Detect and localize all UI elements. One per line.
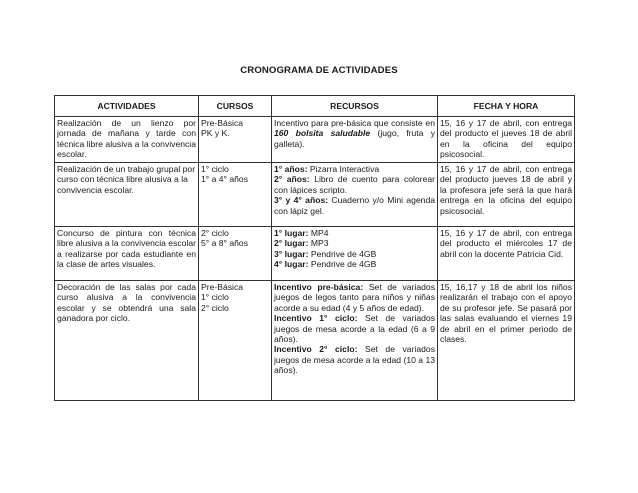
date-cell: 15, 16 y 17 de abril, con entrega del producto jueves 18 de abril y la profesora jefe será la que hará entrega en la oficina del equipo psicosocial. <box>438 163 575 227</box>
course-item: 1° ciclo <box>201 292 229 303</box>
page-title: CRONOGRAMA DE ACTIVIDADES <box>240 65 398 76</box>
course-item: 5° a 8° años <box>201 238 249 249</box>
table-row <box>55 163 575 227</box>
resource-highlight: 160 bolsita saludable <box>274 128 371 139</box>
course-item: 1° a 4° años <box>201 174 249 185</box>
header-recursos: RECURSOS <box>272 96 438 117</box>
resource-line <box>274 249 435 259</box>
resource-text: Pendrive de 4GB <box>308 248 377 259</box>
course-item: Pre-Básica <box>201 282 244 292</box>
resource-text: (jugo, fruta y galleta). <box>274 128 436 149</box>
header-row <box>55 96 575 117</box>
activity-cell: Concurso de pintura con técnica libre alusiva a la convivencia escolar a realizarse por cada estudiante en la clase de artes visuales. <box>55 227 199 281</box>
resource-label: Incentivo pre-básica: <box>274 282 364 292</box>
resources-cell <box>272 117 438 163</box>
date-cell: 15, 16 y 17 de abril, con entrega del producto el jueves 18 de abril en la oficina del equipo psicosocial. <box>438 117 575 163</box>
resource-text: Pizarra Interactiva <box>307 164 380 174</box>
course-item: PK y K. <box>201 128 230 139</box>
resource-line <box>274 259 435 269</box>
activity-cell: Realización de un lienzo por jornada de mañana y tarde con técnica libre alusiva a la convivencia escolar. <box>55 117 199 163</box>
resource-line <box>274 238 435 248</box>
course-item: Pre-Básica <box>201 118 244 128</box>
resource-line <box>274 164 435 174</box>
resource-text: Set de variados juegos de mesa acorde a la edad (10 a 13 años). <box>274 344 436 376</box>
resource-text: Cuaderno y/o Mini agenda con lápiz gel. <box>274 195 436 216</box>
resource-label: 3° lugar: <box>274 248 309 259</box>
courses-cell <box>199 227 272 281</box>
resource-text: MP3 <box>308 238 329 249</box>
table-row <box>55 117 575 163</box>
resource-label: 4° lugar: <box>274 259 309 270</box>
resource-text: Set de variados juegos de mesa acorde a la edad (6 a 9 años). <box>274 313 435 345</box>
table-row <box>55 281 575 401</box>
resource-line <box>274 282 435 313</box>
resource-line <box>274 195 435 216</box>
courses-cell <box>199 281 272 401</box>
activities-table <box>54 95 575 401</box>
resource-line <box>274 174 435 195</box>
resource-label: 2° lugar: <box>274 238 309 249</box>
resource-text: Set de variados juegos de legos tanto para niños y niñas acorde a su edad (4 y 5 años de edad). <box>274 282 435 313</box>
resource-label: 1° lugar: <box>274 228 309 238</box>
resource-line <box>274 344 435 375</box>
resource-line <box>274 313 435 344</box>
resources-cell <box>272 227 438 281</box>
course-item: 1° ciclo <box>201 164 229 174</box>
resource-label: 2° años: <box>274 174 310 185</box>
course-item: 2° ciclo <box>201 228 229 238</box>
table-row <box>55 227 575 281</box>
resources-cell <box>272 163 438 227</box>
resource-text: Pendrive de 4GB <box>308 259 377 270</box>
courses-cell <box>199 163 272 227</box>
course-item: 2° ciclo <box>201 302 229 313</box>
resource-line <box>274 228 435 238</box>
resource-label: 1° años: <box>274 164 308 174</box>
resource-label: 3° y 4° años: <box>274 195 329 206</box>
resource-text: Libro de cuento para colorear con lápices scripto. <box>274 174 436 195</box>
courses-cell <box>199 117 272 163</box>
resources-cell <box>272 281 438 401</box>
activity-cell: Decoración de las salas por cada curso alusiva a la convivencia escolar y se obtendrá una sala ganadora por ciclo. <box>55 281 199 401</box>
activity-cell: Realización de un trabajo grupal por curso con técnica libre alusiva a la convivencia escolar. <box>55 163 199 227</box>
header-actividades: ACTIVIDADES <box>55 96 199 117</box>
header-fecha-hora: FECHA Y HORA <box>438 96 575 117</box>
date-cell: 15, 16,17 y 18 de abril los niños realizarán el trabajo con el apoyo de su profesor jefe. Se pasará por las salas evaluando el viernes 19 de abril en el primer periodo de clases. <box>438 281 575 401</box>
resource-text: MP4 <box>308 228 329 238</box>
date-cell: 15, 16 y 17 de abril, con entrega del producto el miércoles 17 de abril con la docente Patricia Cid. <box>438 227 575 281</box>
resource-label: Incentivo 2° ciclo: <box>274 344 358 355</box>
header-cursos: CURSOS <box>199 96 272 117</box>
resource-label: Incentivo 1° ciclo: <box>274 313 358 324</box>
resource-text: Incentivo para pre-básica que consiste en <box>274 118 435 128</box>
